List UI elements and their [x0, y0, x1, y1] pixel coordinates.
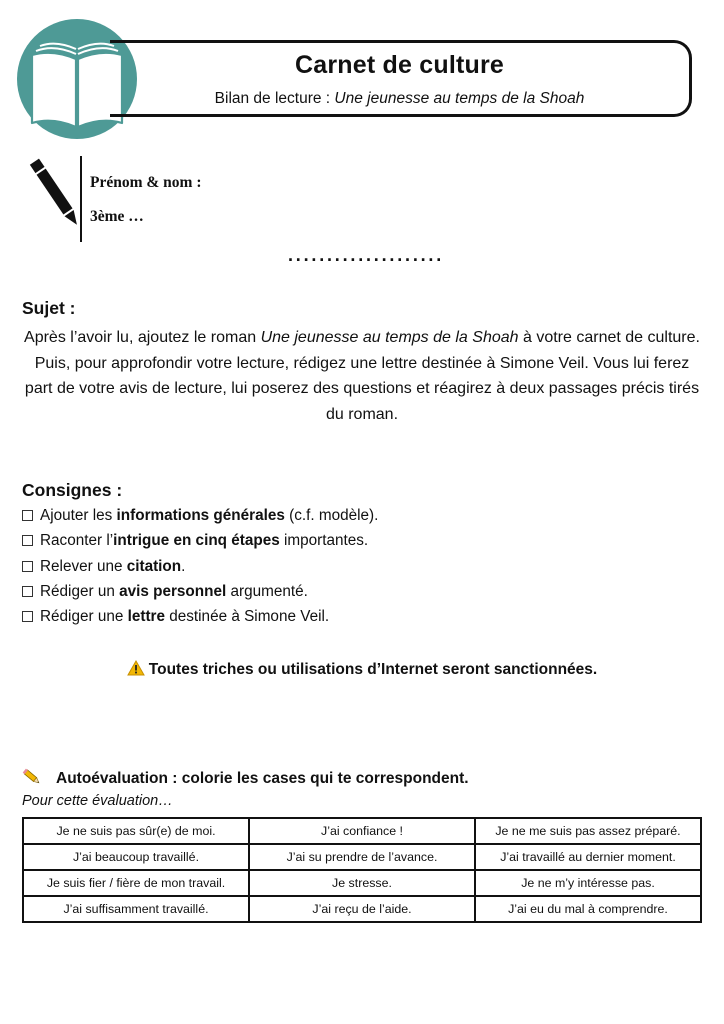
page-subtitle — [110, 90, 689, 108]
consigne-item: Relever une citation. — [22, 556, 378, 581]
page-title: Carnet de culture — [294, 51, 504, 79]
checkbox-icon[interactable] — [22, 535, 33, 546]
pencil-icon — [22, 768, 42, 791]
checkbox-icon[interactable] — [22, 561, 33, 572]
book-title: Une jeunesse au temps de la Shoah — [334, 90, 585, 107]
checkbox-icon[interactable] — [22, 586, 33, 597]
consigne-item: Ajouter les informations générales (c.f. modèle). — [22, 505, 378, 530]
evaluation-cell[interactable]: J’ai eu du mal à comprendre. — [475, 896, 701, 922]
table-row — [23, 896, 701, 922]
evaluation-cell[interactable]: J’ai travaillé au dernier moment. — [475, 844, 701, 870]
pencil-icon — [26, 158, 78, 245]
evaluation-cell[interactable]: J’ai beaucoup travaillé. — [23, 844, 249, 870]
autoevaluation-heading: Autoévaluation : colorie les cases qui te correspondent. — [22, 768, 469, 791]
identity-divider — [80, 156, 82, 242]
class-field-label: 3ème … — [90, 208, 144, 225]
consigne-item: Rédiger une lettre destinée à Simone Veil. — [22, 606, 378, 631]
consigne-item: Rédiger un avis personnel argumenté. — [22, 581, 378, 606]
sujet-text — [22, 325, 702, 427]
sujet-paragraph-1: Après l’avoir lu, ajoutez le roman Une jeunesse au temps de la Shoah à votre carnet de culture. — [24, 329, 700, 346]
dotted-separator: .................... — [288, 245, 445, 265]
autoevaluation-table — [22, 817, 702, 923]
subtitle-prefix: Bilan de lecture : — [214, 90, 335, 107]
evaluation-cell[interactable]: J’ai su prendre de l’avance. — [249, 844, 475, 870]
sujet-paragraph-2: Puis, pour approfondir votre lecture, rédigez une lettre destinée à Simone Veil. Vous lui ferez part de votre avis de lecture, lui poserez des questions et réagirez à deux passages précis tirés du roman. — [24, 354, 700, 423]
evaluation-cell[interactable]: Je ne me suis pas assez préparé. — [475, 818, 701, 844]
table-row — [23, 844, 701, 870]
warning-icon — [127, 660, 145, 681]
title-box — [110, 40, 692, 117]
consignes-list — [22, 505, 378, 631]
evaluation-cell[interactable]: Je suis fier / fière de mon travail. — [23, 870, 249, 896]
evaluation-cell[interactable]: Je ne m’y intéresse pas. — [475, 870, 701, 896]
evaluation-cell[interactable]: J’ai suffisamment travaillé. — [23, 896, 249, 922]
evaluation-cell[interactable]: J’ai confiance ! — [249, 818, 475, 844]
evaluation-cell[interactable]: Je ne suis pas sûr(e) de moi. — [23, 818, 249, 844]
autoevaluation-subtitle: Pour cette évaluation… — [22, 793, 173, 809]
checkbox-icon[interactable] — [22, 510, 33, 521]
checkbox-icon[interactable] — [22, 611, 33, 622]
consignes-heading: Consignes : — [22, 480, 123, 500]
name-field-label: Prénom & nom : — [90, 174, 202, 191]
warning-text: Toutes triches ou utilisations d’Internet seront sanctionnées. — [148, 661, 598, 678]
consigne-item: Raconter l’intrigue en cinq étapes importantes. — [22, 530, 378, 555]
table-row — [23, 870, 701, 896]
warning-notice — [0, 660, 724, 681]
evaluation-cell[interactable]: J’ai reçu de l’aide. — [249, 896, 475, 922]
table-row — [23, 818, 701, 844]
evaluation-cell[interactable]: Je stresse. — [249, 870, 475, 896]
sujet-heading: Sujet : — [22, 298, 76, 318]
